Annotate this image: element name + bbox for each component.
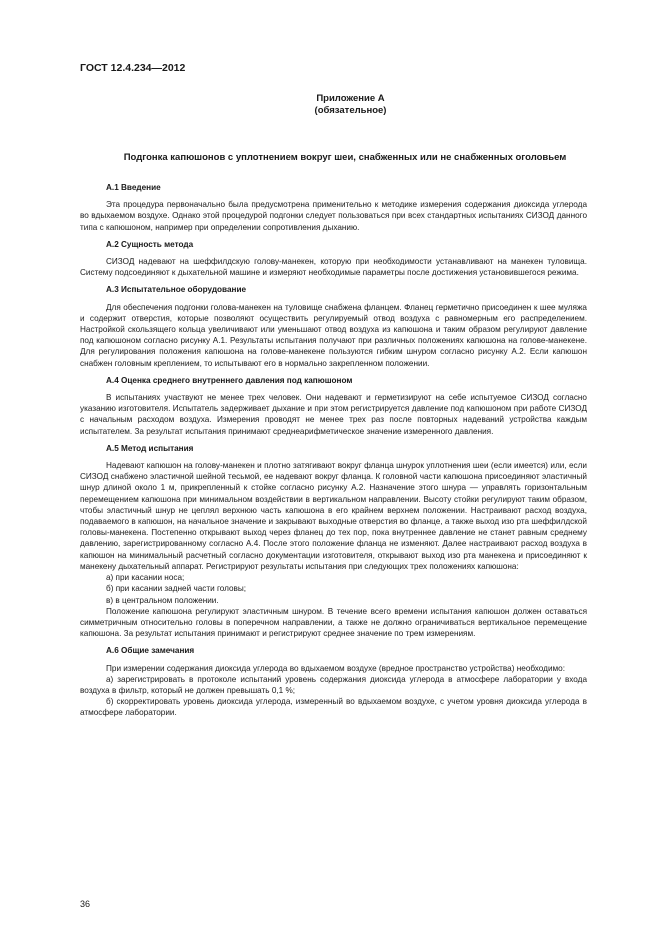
appendix-status: (обязательное) [314, 105, 387, 116]
section-heading-a6: А.6 Общие замечания [106, 646, 195, 656]
paragraph: При измерении содержания диоксида углерода во вдыхаемом воздухе (вредное пространство устройства) необходимо: [106, 663, 565, 673]
paragraph: Эта процедура первоначально была предусмотрена применительно к методике измерения содержания диоксида углерода во вдыхаемом воздухе. Однако этой процедурой подгонки следует пользоваться при всех стандартных испытаниях СИЗОД данного типа с капюшоном, например при определении сопротивления дыханию. [80, 200, 587, 232]
appendix-label: Приложение А [316, 93, 385, 104]
page-number: 36 [80, 899, 91, 909]
appendix-heading [0, 93, 661, 117]
list-item: а) при касании носа; [106, 573, 185, 583]
paragraph: б) скорректировать уровень диоксида углерода, измеренный во вдыхаемом воздухе, с учетом уровня диоксида углерода в атмосфере лаборатории. [80, 697, 587, 718]
list-item: в) в центральном положении. [106, 595, 219, 605]
section-heading-a1: А.1 Введение [106, 183, 161, 192]
paragraph: В испытаниях участвуют не менее трех человек. Они надевают и герметизируют на себе испытуемое СИЗОД согласно указанию изготовителя. Испытатель задерживает дыхание и при этом регистрируется давление под капюшоном при работе СИЗОД с начальным расходом воздуха. Измерения проводят не менее трех раз после повторных надеваний устройства каждым испытателем. За результат испытания принимают среднеарифметическое значение измеренного давления. [80, 393, 587, 436]
paragraph: Положение капюшона регулируют эластичным шнуром. В течение всего времени испытания капюшон должен оставаться симметричным относительно головы в поперечном направлении, а также не должно ограничиваться вертикальное перемещение капюшона. За результат испытания принимают и регистрируют среднее значение по трем измерениям. [80, 606, 587, 639]
section-heading-a3: А.3 Испытательное оборудование [106, 285, 247, 295]
document-body [80, 182, 587, 719]
section-heading-a5: А.5 Метод испытания [106, 443, 194, 453]
paragraph: Для обеспечения подгонки голова-манекен на туловище снабжена фланцем. Фланец герметично присоединен к шее муляжа и содержит отверстия, которые позволяют осуществить регулируемый отвод воздуха с равномерным его распределением. Настройкой скользящего кольца увеличивают или уменьшают отвод воздуха из капюшона и таким образом регулируют давление под капюшоном согласно рисунку А.1. Результаты испытания получают при различных положениях капюшона на голове-манекене. Для регулирования положения капюшона на голове-манекене пользуются гибким шнуром согласно рисунку А.2. Если капюшон снабжен головным креплением, то испытывают его в нормально закрепленном положении. [80, 302, 587, 368]
section-heading-a4: А.4 Оценка среднего внутреннего давления под капюшоном [106, 375, 353, 385]
paragraph: Надевают капюшон на голову-манекен и плотно затягивают вокруг фланца шнурок уплотнения шеи (если имеется) или, если СИЗОД снабжено эластичной шейной тесьмой, ее надевают вокруг фланца. К головной части капюшона присоединяют эластичный шнур длиной около 1 м, прикрепленный к стойке согласно рисунку А.2. Назначение этого шнура — управлять горизонтальным перемещением капюшона при минимальном воздействии в вертикальном направлении. Высоту стойки регулируют таким образом, чтобы эластичный шнур не цеплял верхнюю часть капюшона в его крайнем верхнем положении. Настраивают расход воздуха, подаваемого в капюшон, на начальное значение и закрывают выходные отверстия во фланце, а также выход изо рта шеффилдской головы-манекена. Постепенно открывают выход через фланец до тех пор, пока внутреннее давление не станет равным среднему давлению, зарегистрированному согласно А.4. После этого положение фланца не изменяют. Далее настраивают расход воздуха в капюшон на минимальный расчетный согласно документации изготовителя, открывают выход изо рта манекена и присоединяют к манекену дыхательный аппарат. Регистрируют результаты испытания при следующих трех положениях капюшона: [80, 461, 587, 571]
section-heading-a2: А.2 Сущность метода [106, 239, 194, 249]
document-title: Подгонка капюшонов с уплотнением вокруг шеи, снабженных или не снабженных оголовьем [123, 152, 567, 163]
paragraph: а) зарегистрировать в протоколе испытаний уровень содержания диоксида углерода в атмосфере лаборатории у входа воздуха в фильтр, который не должен превышать 0,1 %; [80, 674, 587, 695]
paragraph: СИЗОД надевают на шеффилдскую голову-манекен, которую при необходимости устанавливают на манекен туловища. Систему подсоединяют к дыхательной машине и измеряют необходимые параметры после достижения установившегося режима. [80, 257, 587, 278]
standard-number: ГОСТ 12.4.234—2012 [80, 62, 186, 74]
list-item: б) при касании задней части головы; [106, 584, 247, 594]
